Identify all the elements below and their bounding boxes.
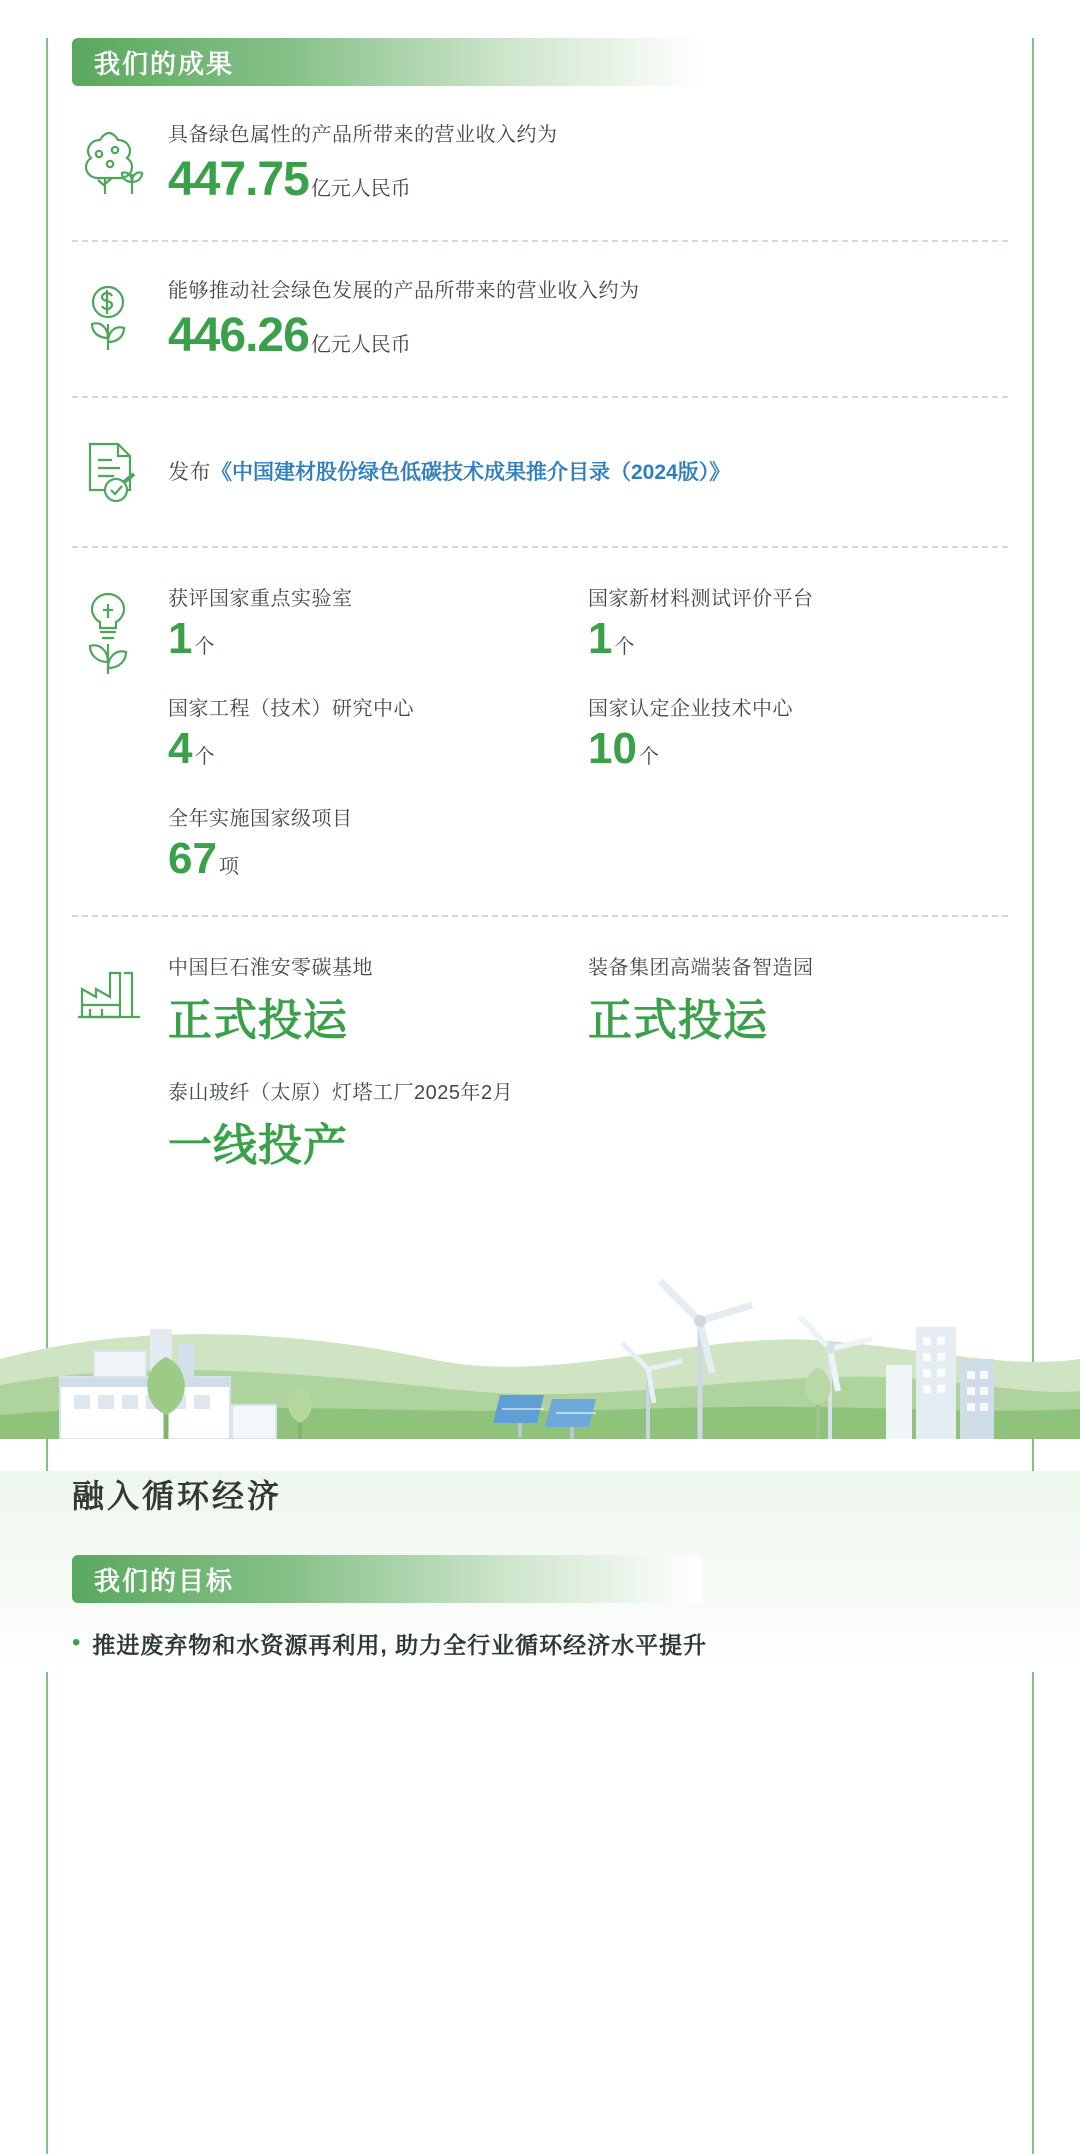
- stat-item: [588, 692, 1008, 776]
- lab-plant-icon: [72, 582, 168, 696]
- stat-value: 67: [168, 833, 217, 883]
- revenue-caption-1: 具备绿色属性的产品所带来的营业收入约为: [168, 124, 558, 146]
- stat-value-line: [168, 613, 588, 666]
- stat-item: [588, 582, 1008, 666]
- milestone-value: 正式投运: [588, 996, 768, 1046]
- stat-label: 国家认定企业技术中心: [588, 697, 793, 720]
- milestone-value: 一线投产: [168, 1121, 348, 1171]
- publication-prefix: 发布: [168, 461, 211, 484]
- stat-label: 国家工程（技术）研究中心: [168, 697, 414, 720]
- stat-value-line: [168, 833, 588, 886]
- milestone-value: 正式投运: [168, 996, 348, 1046]
- milestones-row: [0, 917, 1080, 1203]
- stat-label: 全年实施国家级项目: [168, 807, 353, 830]
- revenue-unit-2: 亿元人民币: [310, 334, 411, 356]
- stat-item: [168, 802, 588, 886]
- stat-value-line: [588, 723, 1008, 776]
- goals-section-title: 我们的目标: [94, 1565, 235, 1596]
- stat-unit: 个: [194, 745, 215, 768]
- results-section-pill: [72, 38, 702, 86]
- platform-stats-grid: [168, 582, 1008, 885]
- stat-value-line: [168, 723, 588, 776]
- revenue-value-2: 446.26: [168, 309, 309, 362]
- landscape-illustration: [0, 1209, 1080, 1439]
- stat-unit: 项: [218, 855, 239, 878]
- stat-value: 10: [588, 723, 637, 773]
- goals-section-pill: [72, 1555, 702, 1603]
- stat-unit: 个: [614, 636, 635, 658]
- stat-label: 国家新材料测试评价平台: [588, 588, 814, 610]
- revenue-body-1: [168, 120, 1008, 210]
- revenue-value-line-1: [168, 150, 1008, 210]
- revenue-row-2: [0, 242, 1080, 396]
- circular-section-title: 融入循环经济: [72, 1478, 283, 1515]
- results-section-title: 我们的成果: [94, 48, 235, 79]
- document-check-icon: [72, 432, 168, 510]
- stat-value-line: [588, 613, 1008, 666]
- publication-title: 《中国建材股份绿色低碳技术成果推介目录（2024版）》: [211, 461, 731, 484]
- stat-value: 1: [588, 614, 613, 663]
- milestone-label: 装备集团高端装备智造园: [588, 957, 814, 980]
- milestone-label: 泰山玻纤（太原）灯塔工厂2025年2月: [168, 1082, 514, 1105]
- revenue-value-1: 447.75: [168, 153, 309, 206]
- milestone-item: [588, 951, 1008, 1048]
- milestones-grid: [168, 951, 1008, 1173]
- revenue-row-1: [0, 86, 1080, 240]
- goal-text: 推进废弃物和水资源再利用, 助力全行业循环经济水平提升: [92, 1632, 708, 1659]
- milestone-item: [168, 951, 588, 1048]
- circular-economy-section: [0, 1471, 1080, 1671]
- revenue-body-2: [168, 276, 1008, 366]
- stat-item: [168, 692, 588, 776]
- revenue-unit-1: 亿元人民币: [310, 178, 411, 200]
- stat-unit: 个: [638, 745, 659, 768]
- revenue-value-line-2: [168, 306, 1008, 366]
- stat-value: 4: [168, 723, 193, 773]
- stat-unit: 个: [194, 636, 215, 658]
- publication-body: [168, 456, 1008, 486]
- goal-list-item: [72, 1629, 1008, 1661]
- page-content: [0, 38, 1080, 1672]
- tree-icon: [72, 120, 168, 200]
- stat-label: 获评国家重点实验室: [168, 588, 353, 610]
- revenue-caption-2: 能够推动社会绿色发展的产品所带来的营业收入约为: [168, 280, 640, 302]
- publication-row: [0, 398, 1080, 546]
- money-plant-icon: [72, 276, 168, 360]
- milestones-body: [168, 951, 1008, 1173]
- milestone-item: [168, 1076, 588, 1173]
- bullet-icon: •: [72, 1629, 81, 1657]
- platform-stats-body: [168, 582, 1008, 885]
- stat-item: [168, 582, 588, 666]
- stat-value: 1: [168, 614, 193, 663]
- milestone-label: 中国巨石淮安零碳基地: [168, 957, 373, 980]
- platform-stats-row: [0, 548, 1080, 915]
- factory-icon: [72, 951, 168, 1029]
